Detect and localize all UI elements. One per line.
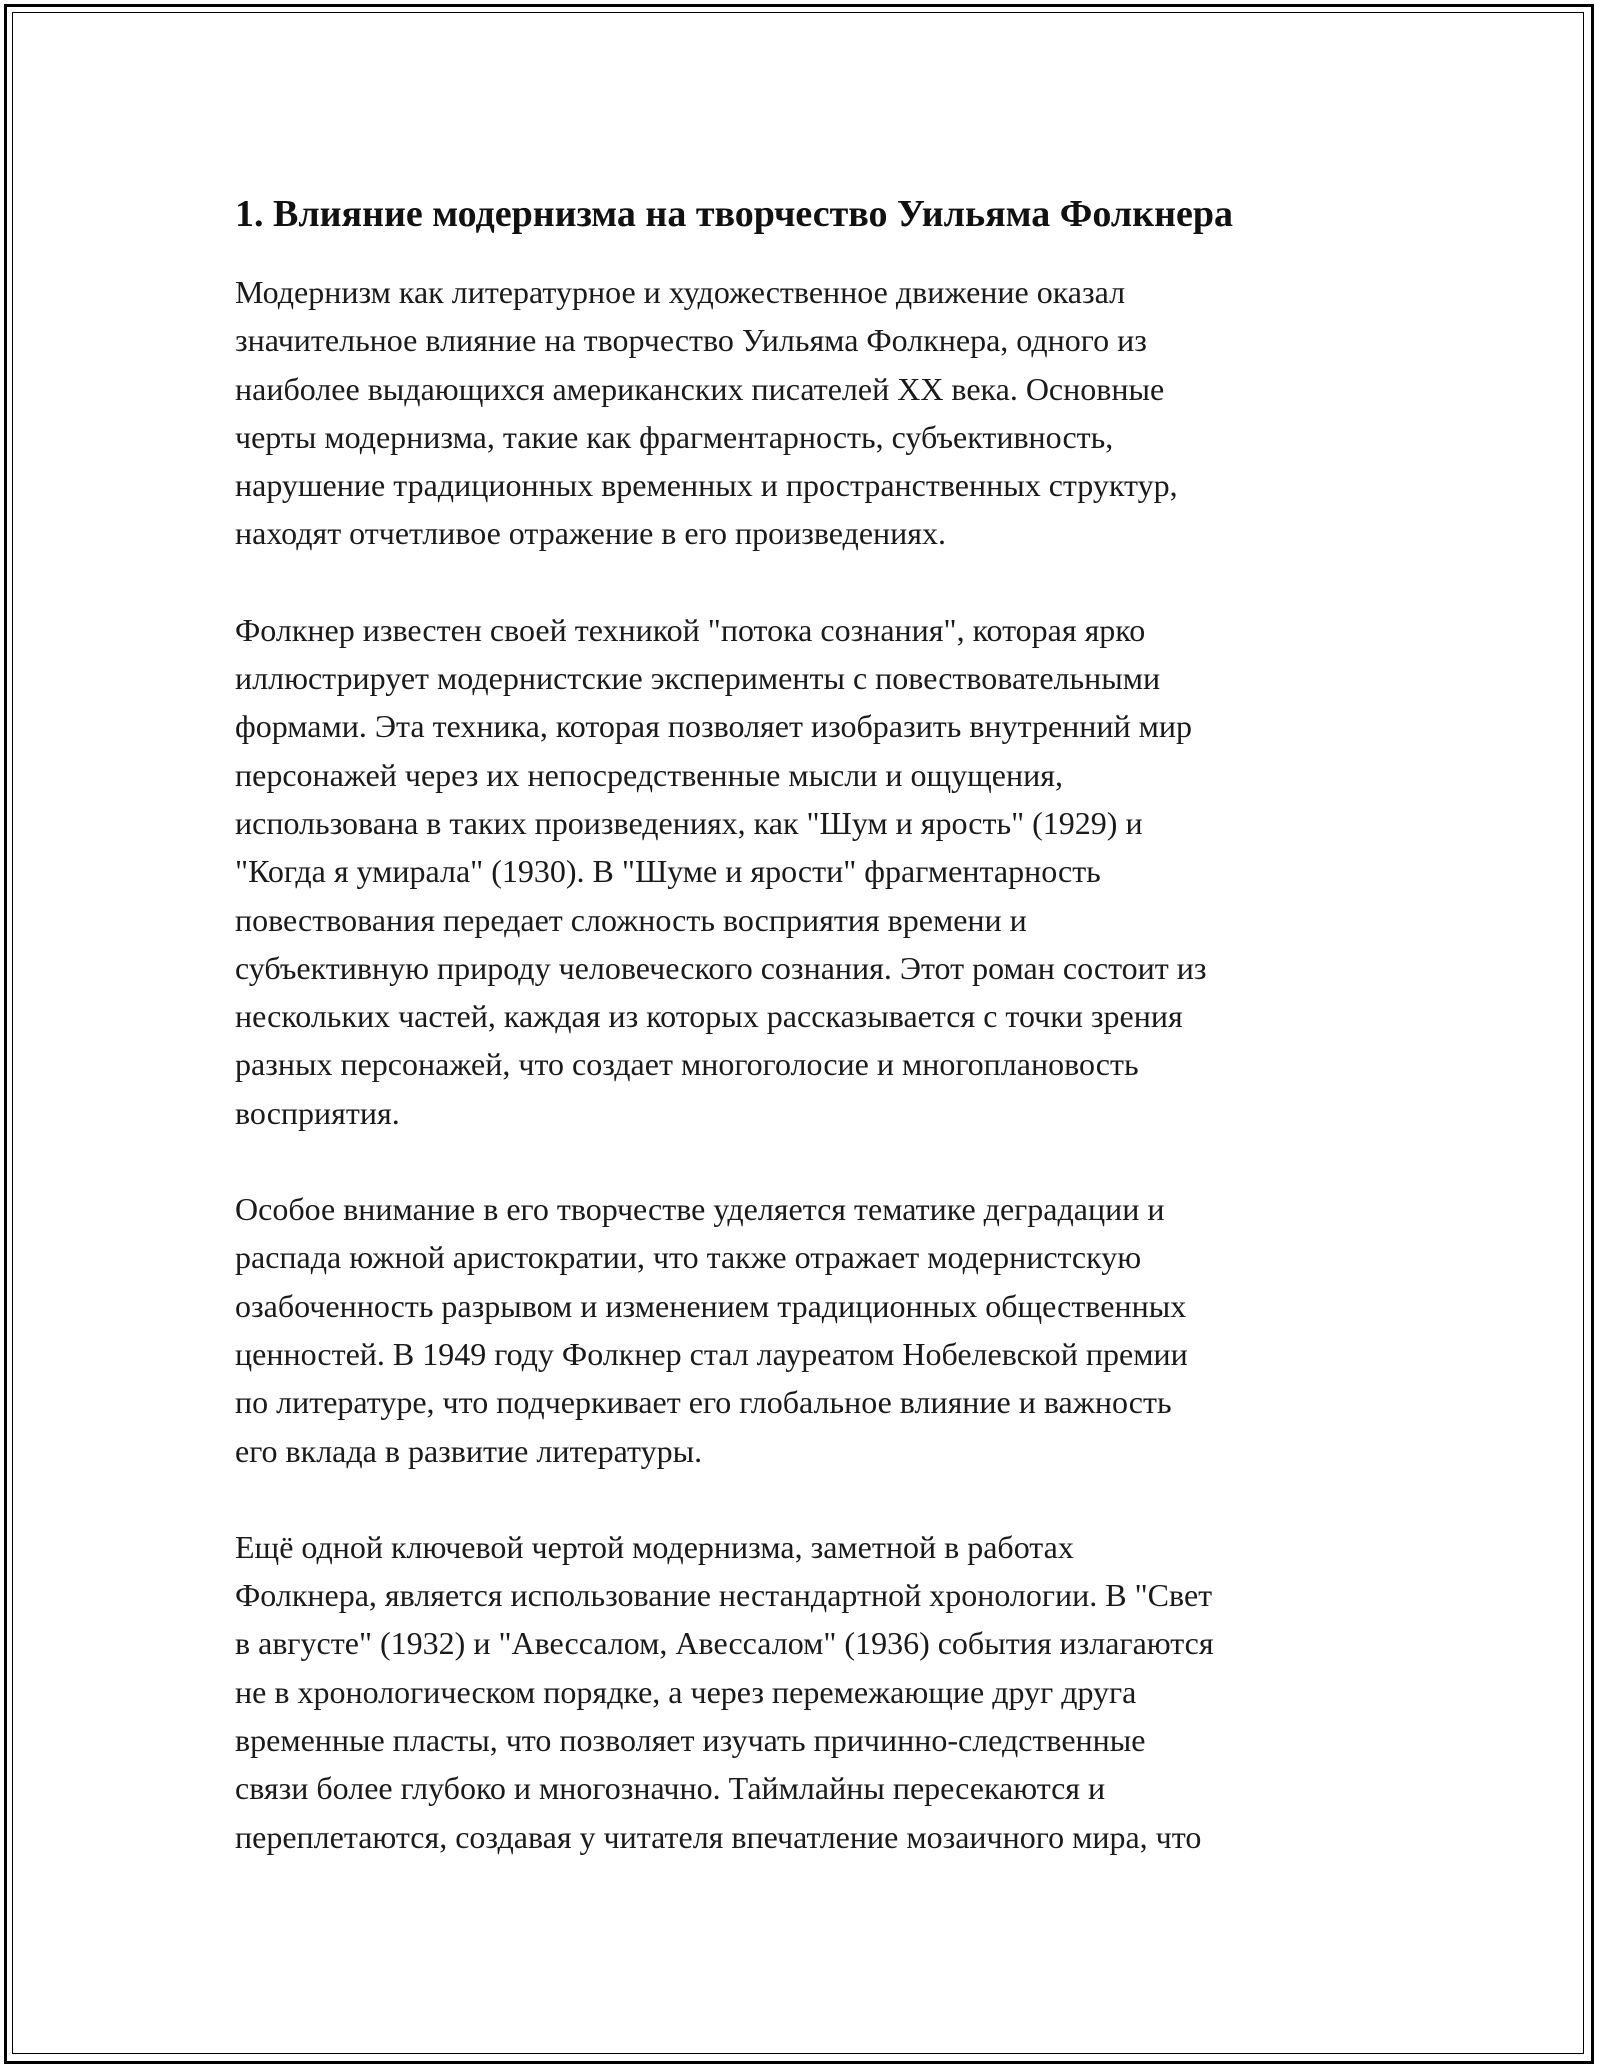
text-line: ценностей. В 1949 году Фолкнер стал лауреатом Нобелевской премии [235,1335,1188,1372]
text-line: временные пласты, что позволяет изучать причинно-следственные [235,1722,1146,1759]
text-line: распада южной аристократии, что также отражает модернистскую [235,1239,1142,1276]
text-line: нескольких частей, каждая из которых рассказывается с точки зрения [235,998,1183,1035]
text-line: "Когда я умирала" (1930). В "Шуме и ярости" фрагментарность [235,853,1101,890]
text-line: озабоченность разрывом и изменением традиционных общественных [235,1287,1187,1324]
text-line: Фолкнера, является использование нестандартной хронологии. В "Свет [235,1577,1213,1614]
text-line: субъективную природу человеческого сознания. Этот роман состоит из [235,949,1207,986]
paragraph-3 [235,1185,1365,1475]
text-line: значительное влияние на творчество Уильяма Фолкнера, одного из [235,322,1147,359]
text-line: иллюстрирует модернистские эксперименты с повествовательными [235,660,1161,697]
paragraph-1 [235,268,1365,558]
text-line: нарушение традиционных временных и пространственных структур, [235,467,1178,504]
text-line: черты модернизма, такие как фрагментарность, субъективность, [235,418,1114,455]
text-line: разных персонажей, что создает многоголосие и многоплановость [235,1046,1139,1083]
text-line: его вклада в развитие литературы. [235,1432,703,1469]
text-line: в августе" (1932) и "Авессалом, Авессалом" (1936) события излагаются [235,1625,1214,1662]
text-line: переплетаются, создавая у читателя впечатление мозаичного мира, что [235,1818,1202,1855]
text-line: связи более глубоко и многозначно. Таймлайны пересекаются и [235,1770,1106,1807]
section-heading: 1. Влияние модернизма на творчество Уильяма Фолкнера [235,193,1234,235]
text-line: находят отчетливое отражение в его произведениях. [235,515,946,552]
text-line: персонажей через их непосредственные мысли и ощущения, [235,756,1063,793]
text-line: наиболее выдающихся американских писателей XX века. Основные [235,370,1165,407]
paragraph-2 [235,606,1365,1137]
text-line: использована в таких произведениях, как "Шум и ярость" (1929) и [235,804,1143,841]
text-line: по литературе, что подчеркивает его глобальное влияние и важность [235,1384,1172,1421]
text-line: Особое внимание в его творчестве уделяется тематике деградации и [235,1191,1165,1228]
text-line: Фолкнер известен своей техникой "потока сознания", которая ярко [235,611,1146,648]
text-line: не в хронологическом порядке, а через перемежающие друг друга [235,1673,1137,1710]
document-body [235,188,1365,1909]
paragraph-4 [235,1523,1365,1861]
text-line: Ещё одной ключевой чертой модернизма, заметной в работах [235,1528,1074,1565]
text-line: Модернизм как литературное и художественное движение оказал [235,274,1126,310]
text-line: формами. Эта техника, которая позволяет изобразить внутренний мир [235,708,1193,745]
text-line: восприятия. [235,1094,400,1131]
text-line: повествования передает сложность восприятия времени и [235,901,1027,938]
